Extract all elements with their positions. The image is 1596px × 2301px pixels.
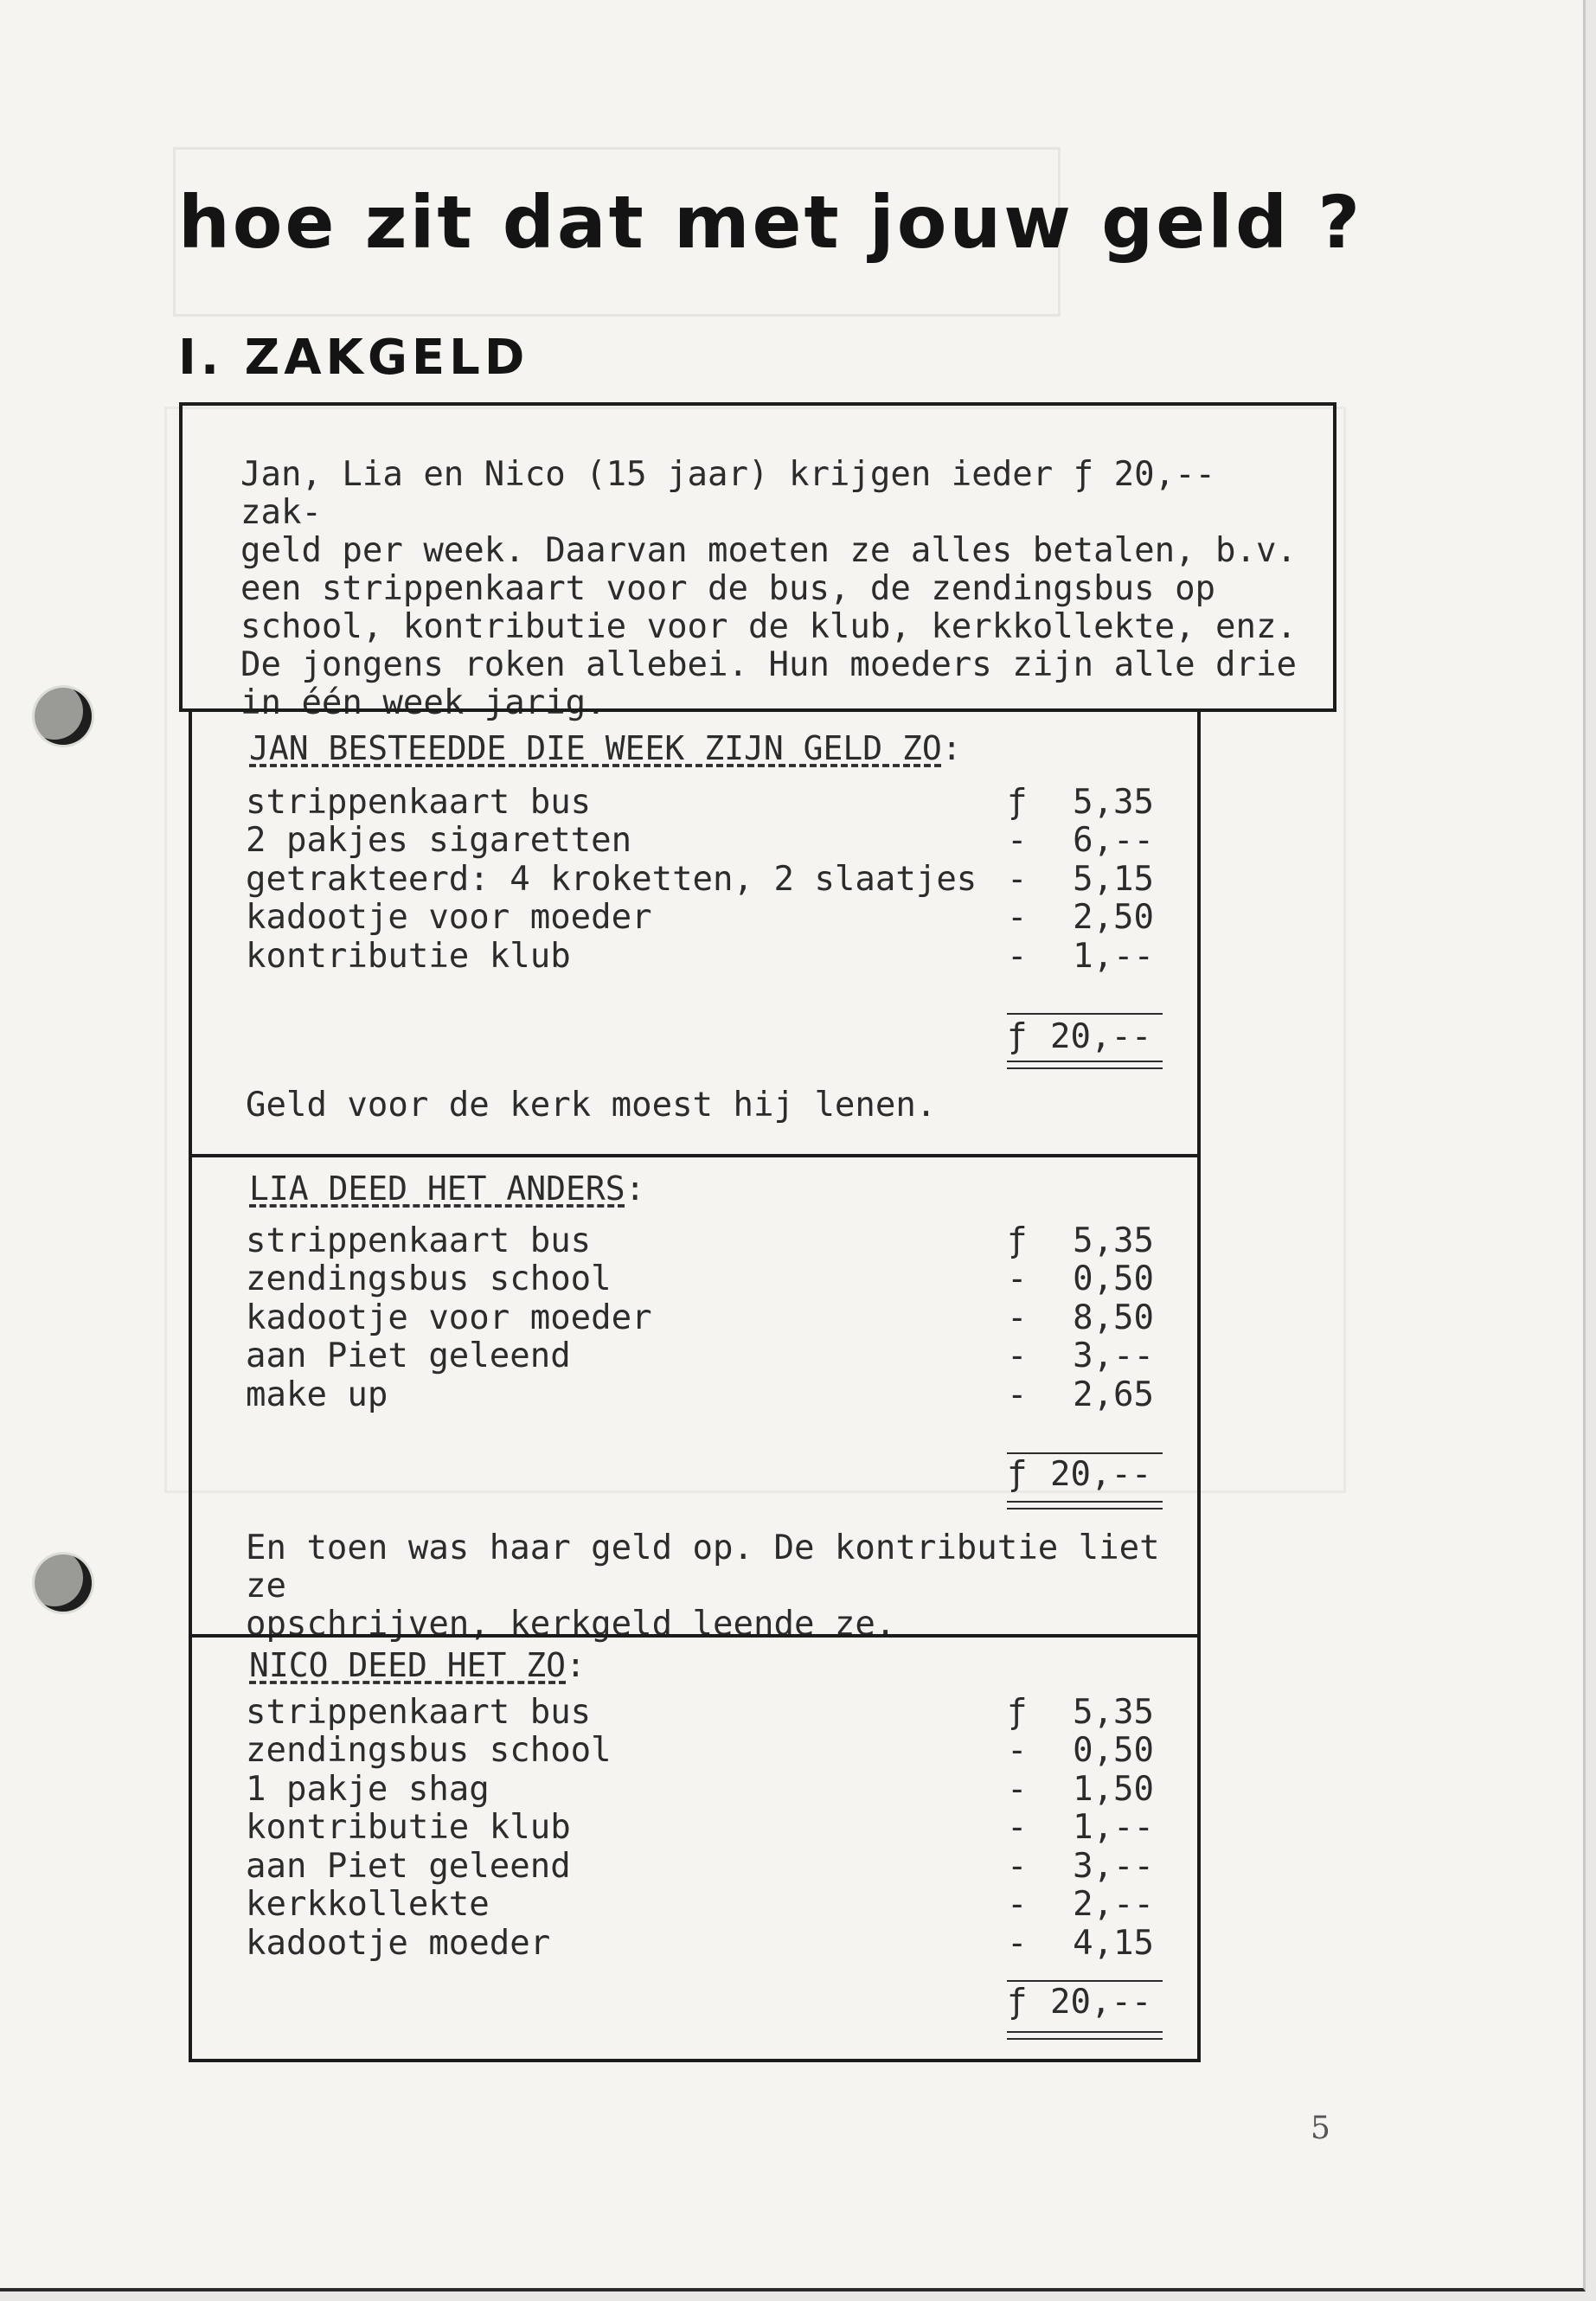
expense-row xyxy=(246,1886,1154,1925)
expense-row xyxy=(246,1693,1154,1732)
total-rule xyxy=(1007,1452,1163,1454)
expense-desc: strippenkaart bus xyxy=(246,1221,592,1260)
expense-amount: 0,50 xyxy=(1073,1259,1154,1299)
jan-section xyxy=(189,708,1201,1157)
page-number: 5 xyxy=(1311,2111,1330,2146)
expense-amount: 1,-- xyxy=(1073,1808,1154,1848)
expense-desc: aan Piet geleend xyxy=(246,1846,571,1886)
expense-row xyxy=(246,1732,1154,1771)
expense-prefix: - xyxy=(1007,1731,1028,1771)
expense-prefix: - xyxy=(1007,1375,1028,1414)
expense-amount: 0,50 xyxy=(1073,1731,1154,1771)
expense-prefix: - xyxy=(1007,1298,1028,1337)
expense-prefix: - xyxy=(1007,859,1028,899)
expense-row xyxy=(246,1337,1154,1376)
total-rule xyxy=(1007,1980,1163,1982)
expense-prefix: - xyxy=(1007,821,1028,861)
jan-title-text: JAN BESTEEDDE DIE WEEK ZIJN GELD ZO xyxy=(249,729,942,767)
expense-prefix: - xyxy=(1007,898,1028,938)
expense-amount: 3,-- xyxy=(1073,1336,1154,1376)
intro-text: Jan, Lia en Nico (15 jaar) krijgen ieder ƒ 20,-- zak- geld per week. Daarvan moeten ze alles betalen, b.v. een strippenkaart voor de bus, de zendingsbus op school, kontributie voor de klub, kerkkollekte, enz. De jongens roken allebei. Hun moeders zijn alle drie in één week jarig. xyxy=(240,455,1297,722)
expense-desc: zendingsbus school xyxy=(246,1259,612,1299)
expense-prefix: - xyxy=(1007,1846,1028,1886)
expense-desc: kadootje moeder xyxy=(246,1923,551,1963)
jan-total xyxy=(1007,1017,1163,1056)
expense-row xyxy=(246,1221,1154,1260)
expense-row xyxy=(246,783,1154,822)
expense-prefix: - xyxy=(1007,1923,1028,1963)
expense-amount: 1,50 xyxy=(1073,1769,1154,1809)
jan-note: Geld voor de kerk moest hij lenen. xyxy=(246,1086,937,1125)
expense-prefix: ƒ xyxy=(1007,1221,1028,1260)
lia-title-colon: : xyxy=(625,1170,645,1208)
expense-row xyxy=(246,822,1154,861)
nico-expense-list xyxy=(246,1693,1154,1963)
expense-desc: zendingsbus school xyxy=(246,1731,612,1771)
lia-title-text: LIA DEED HET ANDERS xyxy=(249,1170,625,1208)
total-double-rule xyxy=(1007,1501,1163,1509)
expense-desc: kadootje voor moeder xyxy=(246,898,652,938)
expense-prefix: - xyxy=(1007,1769,1028,1809)
jan-title xyxy=(249,729,962,767)
intro-box xyxy=(179,402,1336,722)
expense-prefix: - xyxy=(1007,1808,1028,1848)
total-amount: 20,-- xyxy=(1050,1983,1152,2022)
total-prefix: ƒ xyxy=(1007,1983,1028,2022)
jan-title-colon: : xyxy=(941,729,962,767)
lia-section xyxy=(189,1154,1201,1644)
expense-amount: 2,50 xyxy=(1073,898,1154,938)
expense-desc: make up xyxy=(246,1375,388,1414)
lia-note: En toen was haar geld op. De kontributie liet ze opschrijven, kerkgeld leende ze. xyxy=(246,1529,1160,1644)
lia-total xyxy=(1007,1455,1163,1494)
expense-desc: kadootje voor moeder xyxy=(246,1298,652,1337)
expense-amount: 5,35 xyxy=(1073,1221,1154,1260)
expense-amount: 5,35 xyxy=(1073,782,1154,822)
expense-amount: 5,35 xyxy=(1073,1692,1154,1732)
expense-row xyxy=(246,1847,1154,1886)
expense-prefix: - xyxy=(1007,1259,1028,1299)
expense-desc: aan Piet geleend xyxy=(246,1336,571,1376)
expense-amount: 3,-- xyxy=(1073,1846,1154,1886)
expense-amount: 2,65 xyxy=(1073,1375,1154,1414)
expense-desc: getrakteerd: 4 kroketten, 2 slaatjes xyxy=(246,859,977,899)
expense-amount: 4,15 xyxy=(1073,1923,1154,1963)
total-prefix: ƒ xyxy=(1007,1017,1028,1056)
expense-amount: 5,15 xyxy=(1073,859,1154,899)
expense-amount: 6,-- xyxy=(1073,821,1154,861)
expense-amount: 8,50 xyxy=(1073,1298,1154,1337)
nico-total xyxy=(1007,1983,1163,2022)
expense-prefix: ƒ xyxy=(1007,782,1028,822)
total-amount: 20,-- xyxy=(1050,1455,1152,1494)
expense-desc: 1 pakje shag xyxy=(246,1769,490,1809)
expense-row xyxy=(246,937,1154,976)
expense-prefix: - xyxy=(1007,936,1028,976)
punch-hole xyxy=(35,1554,92,1612)
expense-row xyxy=(246,1809,1154,1848)
lia-title xyxy=(249,1170,645,1208)
lia-expense-list xyxy=(246,1221,1154,1414)
total-amount: 20,-- xyxy=(1050,1017,1152,1056)
section-heading: I. ZAKGELD xyxy=(178,330,529,386)
expense-row xyxy=(246,1298,1154,1337)
jan-expense-list xyxy=(246,783,1154,976)
expense-row xyxy=(246,860,1154,899)
expense-prefix: - xyxy=(1007,1336,1028,1376)
expense-row xyxy=(246,1375,1154,1414)
nico-title xyxy=(249,1646,586,1684)
nico-title-text: NICO DEED HET ZO xyxy=(249,1646,567,1684)
expense-desc: 2 pakjes sigaretten xyxy=(246,821,632,861)
punch-hole xyxy=(35,688,92,745)
expense-prefix: ƒ xyxy=(1007,1692,1028,1732)
nico-title-colon: : xyxy=(566,1646,586,1684)
page-title: hoe zit dat met jouw geld ? xyxy=(178,180,1363,265)
expense-desc: kontributie klub xyxy=(246,936,571,976)
expense-amount: 2,-- xyxy=(1073,1885,1154,1925)
total-double-rule xyxy=(1007,1061,1163,1069)
expense-amount: 1,-- xyxy=(1073,936,1154,976)
expense-desc: strippenkaart bus xyxy=(246,782,592,822)
expense-desc: kontributie klub xyxy=(246,1808,571,1848)
expense-row xyxy=(246,899,1154,938)
total-double-rule xyxy=(1007,2031,1163,2040)
expense-row xyxy=(246,1924,1154,1963)
expense-desc: strippenkaart bus xyxy=(246,1692,592,1732)
expense-row xyxy=(246,1770,1154,1809)
expense-prefix: - xyxy=(1007,1885,1028,1925)
expense-desc: kerkkollekte xyxy=(246,1885,490,1925)
total-rule xyxy=(1007,1013,1163,1015)
total-prefix: ƒ xyxy=(1007,1455,1028,1494)
nico-section xyxy=(189,1634,1201,2062)
expense-row xyxy=(246,1260,1154,1299)
